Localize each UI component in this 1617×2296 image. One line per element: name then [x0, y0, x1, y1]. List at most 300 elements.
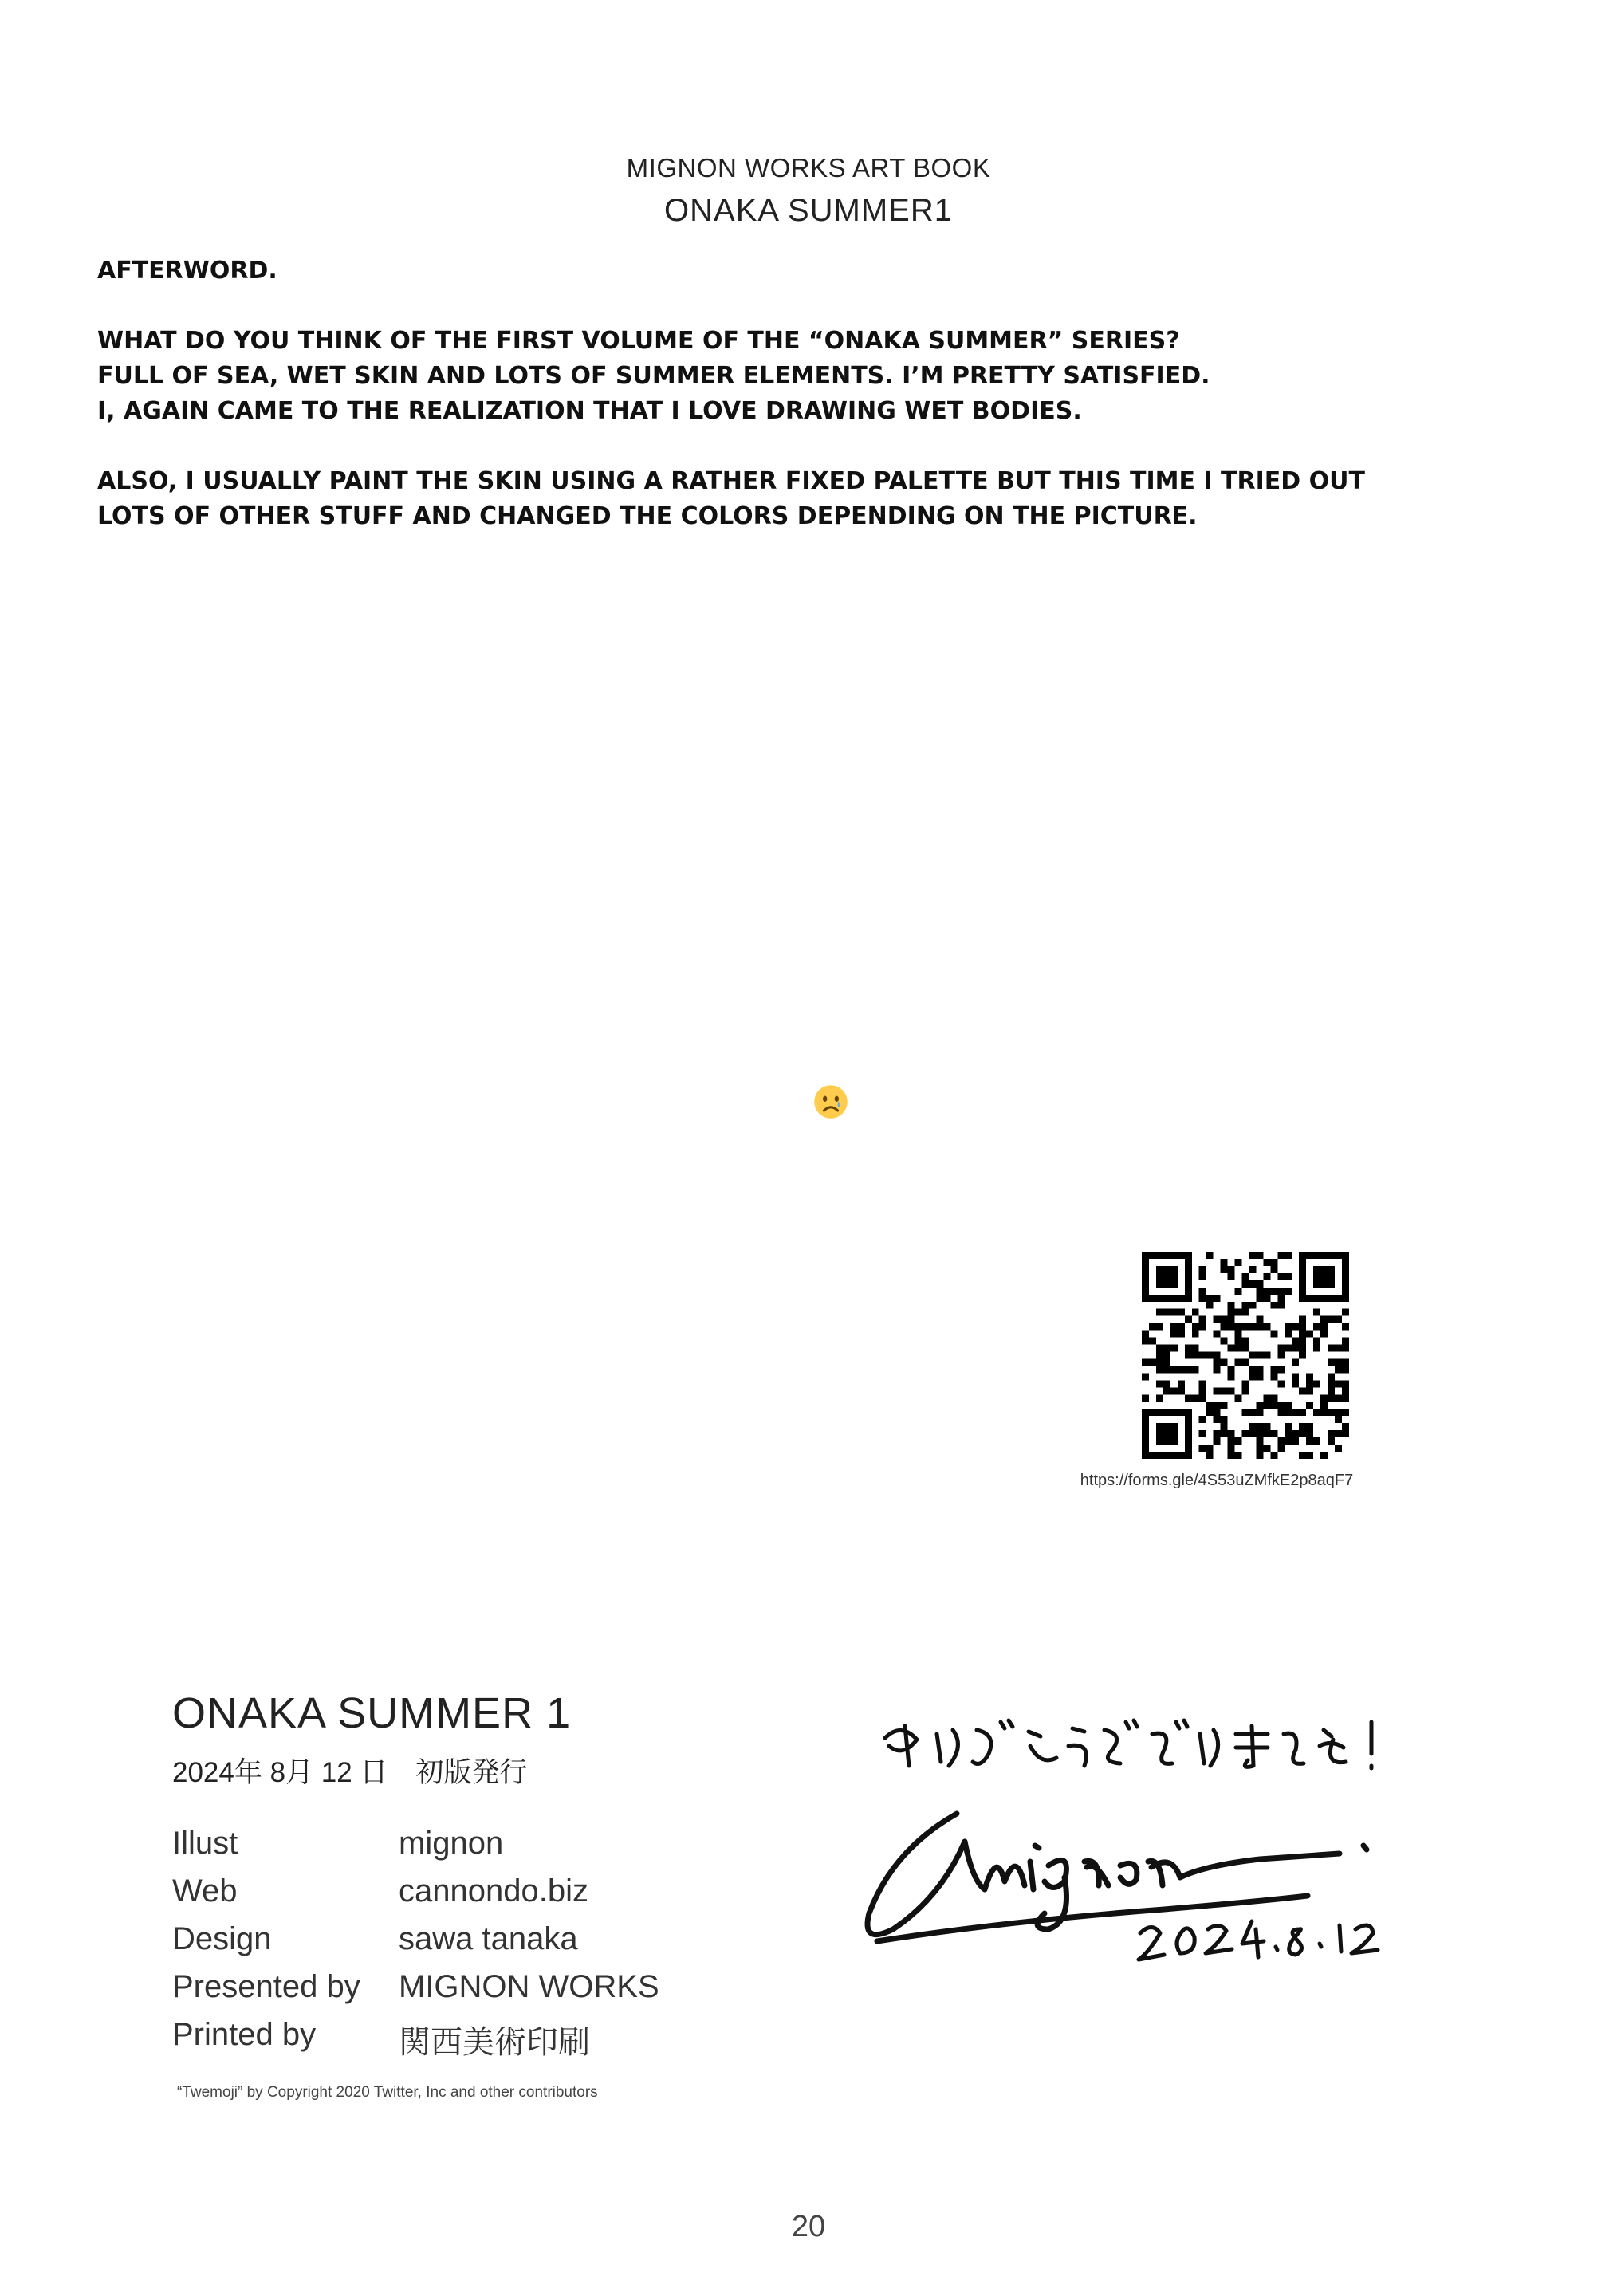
qr-module [1342, 1380, 1349, 1387]
qr-module [1185, 1295, 1192, 1302]
qr-module [1328, 1358, 1335, 1366]
qr-module [1214, 1416, 1221, 1423]
qr-module [1142, 1288, 1149, 1295]
qr-module [1235, 1394, 1242, 1402]
qr-module [1342, 1295, 1349, 1302]
qr-module [1328, 1380, 1335, 1387]
qr-module [1320, 1316, 1328, 1323]
credit-row [172, 1873, 659, 1921]
qr-module [1306, 1252, 1313, 1259]
qr-module [1221, 1323, 1228, 1331]
qr-module [1328, 1394, 1335, 1402]
qr-module [1335, 1252, 1342, 1259]
qr-module [1292, 1358, 1299, 1366]
qr-module [1149, 1358, 1156, 1366]
qr-module [1277, 1288, 1285, 1295]
qr-module [1163, 1366, 1170, 1373]
qr-module [1313, 1323, 1320, 1331]
qr-module [1335, 1394, 1342, 1402]
qr-module [1163, 1409, 1170, 1416]
qr-module [1299, 1288, 1306, 1295]
qr-module [1206, 1302, 1214, 1309]
qr-module [1170, 1387, 1178, 1394]
qr-module [1156, 1266, 1163, 1273]
qr-module [1313, 1280, 1320, 1288]
qr-module [1242, 1409, 1249, 1416]
credit-row [172, 1969, 659, 2017]
qr-module [1185, 1266, 1192, 1273]
qr-module [1185, 1252, 1192, 1259]
qr-module [1170, 1409, 1178, 1416]
qr-module [1142, 1452, 1149, 1459]
qr-module [1306, 1423, 1313, 1430]
qr-module [1235, 1331, 1242, 1338]
qr-module [1292, 1409, 1299, 1416]
credit-role: Design [172, 1921, 272, 1956]
qr-module [1178, 1366, 1185, 1373]
qr-module [1199, 1387, 1206, 1394]
qr-module [1221, 1430, 1228, 1437]
qr-module [1156, 1366, 1163, 1373]
qr-module [1342, 1394, 1349, 1402]
qr-module [1163, 1437, 1170, 1445]
qr-module [1242, 1302, 1249, 1309]
qr-module [1328, 1316, 1335, 1323]
qr-module [1185, 1316, 1192, 1323]
qr-module [1306, 1430, 1313, 1437]
qr-module [1178, 1409, 1185, 1416]
afterword-text [97, 254, 1365, 534]
qr-module [1178, 1309, 1185, 1316]
qr-module [1242, 1430, 1249, 1437]
afterword-line: FULL OF SEA, WET SKIN AND LOTS OF SUMMER ELEMENTS. I’M PRETTY SATISFIED. [97, 362, 1210, 390]
qr-module [1249, 1280, 1256, 1288]
qr-module [1221, 1402, 1228, 1409]
qr-module [1292, 1323, 1299, 1331]
qr-module [1192, 1323, 1199, 1331]
qr-module [1170, 1252, 1178, 1259]
qr-module [1285, 1323, 1292, 1331]
qr-module [1142, 1259, 1149, 1266]
qr-module [1277, 1273, 1285, 1280]
qr-module [1320, 1331, 1328, 1338]
qr-module [1214, 1402, 1221, 1409]
qr-module [1170, 1309, 1178, 1316]
qr-module [1156, 1295, 1163, 1302]
qr-module [1178, 1323, 1185, 1331]
qr-module [1242, 1338, 1249, 1345]
qr-module [1342, 1323, 1349, 1331]
qr-module [1320, 1280, 1328, 1288]
qr-module [1178, 1295, 1185, 1302]
qr-module [1156, 1358, 1163, 1366]
twemoji-credit: “Twemoji” by Copyright 2020 Twitter, Inc and other contributors [177, 2084, 598, 2101]
qr-module [1199, 1323, 1206, 1331]
qr-module [1285, 1430, 1292, 1437]
qr-module [1156, 1380, 1163, 1387]
qr-module [1263, 1423, 1270, 1430]
qr-module [1263, 1402, 1270, 1409]
qr-module [1199, 1295, 1206, 1302]
qr-module [1170, 1323, 1178, 1331]
qr-module [1192, 1352, 1199, 1359]
qr-module [1242, 1273, 1249, 1280]
qr-module [1320, 1252, 1328, 1259]
qr-module [1292, 1345, 1299, 1352]
qr-module [1170, 1452, 1178, 1459]
qr-module [1185, 1273, 1192, 1280]
qr-module [1270, 1373, 1277, 1380]
qr-module [1299, 1452, 1306, 1459]
qr-module [1306, 1437, 1313, 1445]
qr-module [1156, 1323, 1163, 1331]
qr-module [1342, 1288, 1349, 1295]
qr-module [1242, 1380, 1249, 1387]
series-title: MIGNON WORKS ART BOOK [626, 153, 991, 183]
qr-module [1235, 1437, 1242, 1445]
qr-module [1285, 1273, 1292, 1280]
qr-module [1206, 1252, 1214, 1259]
qr-module [1256, 1445, 1263, 1452]
credit-row [172, 1826, 659, 1873]
qr-module [1142, 1358, 1149, 1366]
qr-module [1192, 1309, 1199, 1316]
qr-module [1221, 1387, 1228, 1394]
qr-module [1292, 1437, 1299, 1445]
qr-module [1320, 1452, 1328, 1459]
crying-face-icon [813, 1084, 848, 1119]
qr-module [1342, 1266, 1349, 1273]
qr-module [1163, 1266, 1170, 1273]
qr-module [1142, 1266, 1149, 1273]
qr-module [1214, 1352, 1221, 1359]
qr-module [1328, 1437, 1335, 1445]
credit-value: MIGNON WORKS [399, 1969, 659, 2004]
qr-module [1306, 1380, 1313, 1387]
qr-module [1306, 1373, 1313, 1380]
credits-list [172, 1826, 659, 2065]
qr-module [1256, 1316, 1263, 1323]
qr-module [1342, 1259, 1349, 1266]
qr-module [1277, 1445, 1285, 1452]
qr-module [1178, 1380, 1185, 1387]
qr-module [1156, 1394, 1163, 1402]
qr-module [1285, 1423, 1292, 1430]
qr-module [1214, 1358, 1221, 1366]
qr-module [1299, 1423, 1306, 1430]
qr-module [1170, 1266, 1178, 1273]
qr-module [1256, 1437, 1263, 1445]
qr-code[interactable] [1142, 1252, 1349, 1459]
qr-module [1299, 1266, 1306, 1273]
qr-module [1249, 1352, 1256, 1359]
qr-module [1328, 1430, 1335, 1437]
qr-module [1277, 1366, 1285, 1373]
qr-module [1328, 1409, 1335, 1416]
qr-module [1270, 1288, 1277, 1295]
qr-module [1313, 1345, 1320, 1352]
qr-module [1313, 1295, 1320, 1302]
qr-module [1170, 1273, 1178, 1280]
qr-module [1320, 1402, 1328, 1409]
qr-module [1320, 1266, 1328, 1273]
qr-module [1156, 1437, 1163, 1445]
qr-module [1270, 1266, 1277, 1273]
qr-module [1142, 1295, 1149, 1302]
qr-module [1206, 1295, 1214, 1302]
qr-module [1320, 1409, 1328, 1416]
qr-module [1228, 1437, 1235, 1445]
qr-module [1235, 1358, 1242, 1366]
credit-row [172, 1921, 659, 1969]
qr-module [1277, 1352, 1285, 1359]
qr-module [1335, 1295, 1342, 1302]
qr-module [1170, 1280, 1178, 1288]
qr-module [1335, 1416, 1342, 1423]
qr-module [1263, 1288, 1270, 1295]
qr-module [1263, 1445, 1270, 1452]
qr-module [1149, 1338, 1156, 1345]
qr-module [1199, 1445, 1206, 1452]
qr-module [1142, 1273, 1149, 1280]
qr-module [1192, 1394, 1199, 1402]
qr-module [1277, 1302, 1285, 1309]
qr-module [1306, 1331, 1313, 1338]
qr-module [1256, 1423, 1263, 1430]
afterword-line: ALSO, I USUALLY PAINT THE SKIN USING A RATHER FIXED PALETTE BUT THIS TIME I TRIED OUT [97, 467, 1365, 495]
qr-module [1142, 1252, 1149, 1259]
qr-module [1163, 1358, 1170, 1366]
qr-module [1221, 1316, 1228, 1323]
qr-module [1221, 1423, 1228, 1430]
qr-module [1292, 1430, 1299, 1437]
qr-module [1328, 1295, 1335, 1302]
qr-module [1185, 1288, 1192, 1295]
qr-module [1299, 1331, 1306, 1338]
qr-module [1170, 1345, 1178, 1352]
qr-module [1270, 1430, 1277, 1437]
qr-module [1313, 1273, 1320, 1280]
qr-module [1199, 1273, 1206, 1280]
qr-module [1277, 1345, 1285, 1352]
qr-module [1206, 1352, 1214, 1359]
qr-module [1249, 1373, 1256, 1380]
qr-module [1256, 1252, 1263, 1259]
qr-module [1221, 1416, 1228, 1423]
qr-module [1170, 1331, 1178, 1338]
qr-module [1299, 1323, 1306, 1331]
qr-module [1142, 1338, 1149, 1345]
qr-module [1299, 1345, 1306, 1352]
qr-module [1249, 1302, 1256, 1309]
qr-module [1320, 1394, 1328, 1402]
qr-module [1185, 1280, 1192, 1288]
qr-module [1256, 1288, 1263, 1295]
qr-url[interactable]: https://forms.gle/4S53uZMfkE2p8aqF7 [1080, 1472, 1354, 1489]
qr-module [1228, 1366, 1235, 1373]
qr-module [1214, 1437, 1221, 1445]
qr-module [1263, 1430, 1270, 1437]
qr-module [1292, 1380, 1299, 1387]
qr-module [1249, 1323, 1256, 1331]
qr-module [1256, 1430, 1263, 1437]
qr-module [1185, 1345, 1192, 1352]
qr-module [1149, 1323, 1156, 1331]
qr-module [1299, 1409, 1306, 1416]
qr-module [1256, 1295, 1263, 1302]
qr-module [1313, 1338, 1320, 1345]
qr-module [1270, 1259, 1277, 1266]
qr-module [1228, 1445, 1235, 1452]
qr-module [1335, 1366, 1342, 1373]
qr-module [1328, 1387, 1335, 1394]
qr-module [1214, 1366, 1221, 1373]
qr-module [1285, 1437, 1292, 1445]
qr-module [1214, 1430, 1221, 1437]
qr-module [1142, 1280, 1149, 1288]
qr-module [1342, 1273, 1349, 1280]
qr-module [1285, 1409, 1292, 1416]
qr-module [1263, 1259, 1270, 1266]
qr-module [1185, 1452, 1192, 1459]
qr-module [1185, 1430, 1192, 1437]
qr-module [1221, 1259, 1228, 1266]
qr-module [1149, 1452, 1156, 1459]
qr-module [1320, 1323, 1328, 1331]
qr-module [1299, 1273, 1306, 1280]
qr-module [1170, 1295, 1178, 1302]
qr-module [1178, 1387, 1185, 1394]
qr-module [1206, 1409, 1214, 1416]
qr-module [1228, 1316, 1235, 1323]
qr-module [1335, 1345, 1342, 1352]
credit-value[interactable]: cannondo.biz [399, 1873, 588, 1909]
qr-module [1170, 1423, 1178, 1430]
qr-module [1199, 1266, 1206, 1273]
qr-module [1235, 1323, 1242, 1331]
qr-module [1342, 1409, 1349, 1416]
qr-module [1214, 1331, 1221, 1338]
qr-module [1149, 1409, 1156, 1416]
qr-module [1142, 1416, 1149, 1423]
qr-module [1342, 1280, 1349, 1288]
qr-module [1342, 1252, 1349, 1259]
qr-module [1313, 1437, 1320, 1445]
qr-module [1328, 1280, 1335, 1288]
afterword-line: I, AGAIN CAME TO THE REALIZATION THAT I LOVE DRAWING WET BODIES. [97, 397, 1082, 425]
qr-module [1199, 1316, 1206, 1323]
qr-module [1335, 1316, 1342, 1323]
qr-module [1277, 1402, 1285, 1409]
qr-module [1228, 1309, 1235, 1316]
qr-module [1277, 1409, 1285, 1416]
qr-module [1199, 1352, 1206, 1359]
qr-module [1178, 1331, 1185, 1338]
qr-module [1185, 1352, 1192, 1359]
qr-module [1277, 1437, 1285, 1445]
qr-module [1221, 1338, 1228, 1345]
qr-module [1185, 1394, 1192, 1402]
qr-module [1163, 1452, 1170, 1459]
qr-module [1228, 1452, 1235, 1459]
credit-role: Printed by [172, 2017, 317, 2052]
qr-module [1199, 1380, 1206, 1387]
qr-module [1214, 1316, 1221, 1323]
qr-module [1163, 1252, 1170, 1259]
qr-module [1313, 1266, 1320, 1273]
qr-module [1270, 1452, 1277, 1459]
afterword-line: LOTS OF OTHER STUFF AND CHANGED THE COLORS DEPENDING ON THE PICTURE. [97, 502, 1198, 530]
qr-module [1156, 1345, 1163, 1352]
qr-module [1199, 1288, 1206, 1295]
qr-module [1249, 1409, 1256, 1416]
qr-module [1142, 1423, 1149, 1430]
qr-module [1306, 1402, 1313, 1409]
qr-module [1263, 1273, 1270, 1280]
qr-module [1142, 1445, 1149, 1452]
qr-module [1228, 1323, 1235, 1331]
qr-module [1242, 1280, 1249, 1288]
qr-module [1185, 1259, 1192, 1266]
qr-module [1285, 1402, 1292, 1409]
qr-module [1178, 1452, 1185, 1459]
qr-module [1256, 1280, 1263, 1288]
qr-module [1335, 1358, 1342, 1366]
qr-module [1299, 1252, 1306, 1259]
qr-module [1335, 1430, 1342, 1437]
qr-module [1185, 1445, 1192, 1452]
qr-module [1163, 1273, 1170, 1280]
qr-module [1221, 1358, 1228, 1366]
qr-module [1328, 1345, 1335, 1352]
qr-module [1235, 1259, 1242, 1266]
qr-module [1285, 1288, 1292, 1295]
credit-role: Illust [172, 1826, 238, 1861]
qr-module [1214, 1295, 1221, 1302]
qr-module [1320, 1273, 1328, 1280]
qr-module [1335, 1445, 1342, 1452]
qr-module [1263, 1394, 1270, 1402]
qr-module [1163, 1380, 1170, 1387]
qr-module [1228, 1302, 1235, 1309]
qr-module [1163, 1309, 1170, 1316]
qr-module [1292, 1338, 1299, 1345]
qr-module [1192, 1366, 1199, 1373]
qr-module [1170, 1366, 1178, 1373]
qr-module [1242, 1323, 1249, 1331]
qr-module [1170, 1430, 1178, 1437]
qr-module [1299, 1316, 1306, 1323]
qr-module [1328, 1373, 1335, 1380]
qr-module [1285, 1252, 1292, 1259]
credit-role: Presented by [172, 1969, 360, 2004]
qr-module [1249, 1266, 1256, 1273]
qr-module [1277, 1295, 1285, 1302]
qr-module [1163, 1423, 1170, 1430]
qr-module [1306, 1387, 1313, 1394]
qr-module [1142, 1331, 1149, 1338]
qr-module [1206, 1402, 1214, 1409]
qr-module [1214, 1409, 1221, 1416]
qr-module [1163, 1280, 1170, 1288]
qr-module [1185, 1416, 1192, 1423]
qr-module [1156, 1352, 1163, 1359]
qr-module [1342, 1387, 1349, 1394]
qr-module [1185, 1423, 1192, 1430]
qr-module [1299, 1352, 1306, 1359]
qr-module [1235, 1452, 1242, 1459]
qr-module [1299, 1295, 1306, 1302]
